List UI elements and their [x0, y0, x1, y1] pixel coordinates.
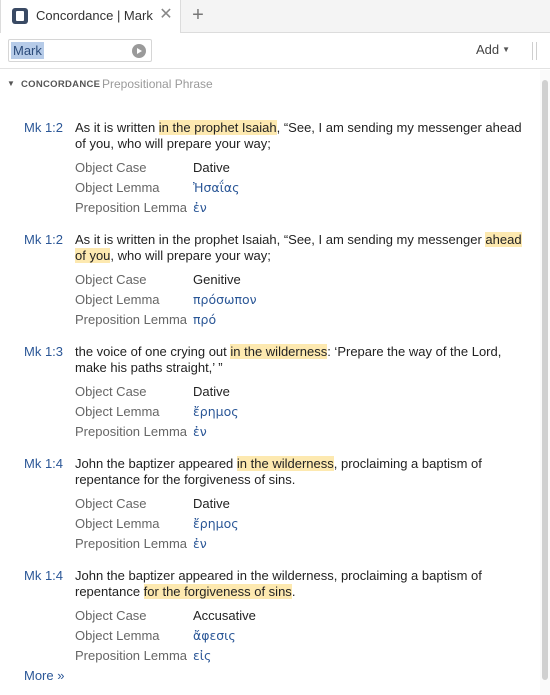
object-lemma-label: Object Lemma — [75, 404, 160, 419]
object-case-row — [75, 608, 515, 626]
add-button[interactable] — [476, 42, 510, 57]
object-case-row — [75, 160, 515, 178]
object-case-label: Object Case — [75, 496, 147, 511]
preposition-lemma-label: Preposition Lemma — [75, 536, 187, 551]
passage-text-after: , “See, I am sending my messenger ahead of you, who will prepare your way; — [75, 120, 522, 151]
passage-text-after: , proclaiming a baptism of repentance for the forgiveness of sins. — [75, 456, 482, 487]
passage-text — [75, 232, 535, 264]
passage-text — [75, 344, 535, 376]
reference-value[interactable]: Mark — [13, 43, 42, 58]
add-button-label: Add — [476, 42, 500, 57]
verse-reference-link[interactable]: Mk 1:4 — [24, 456, 64, 471]
verse-reference-link[interactable]: Mk 1:4 — [24, 568, 64, 583]
section-header[interactable] — [0, 76, 540, 94]
preposition-lemma-value[interactable]: πρό — [193, 312, 217, 327]
preposition-lemma-row — [75, 200, 515, 218]
preposition-lemma-row — [75, 424, 515, 442]
preposition-lemma-label: Preposition Lemma — [75, 648, 187, 663]
book-icon — [12, 8, 28, 24]
close-icon[interactable]: ✕ — [159, 6, 173, 23]
tab-bar — [0, 0, 550, 33]
preposition-lemma-row — [75, 536, 515, 554]
object-case-row — [75, 272, 515, 290]
preposition-lemma-value[interactable]: ἐν — [193, 536, 207, 551]
preposition-lemma-label: Preposition Lemma — [75, 424, 187, 439]
object-case-label: Object Case — [75, 608, 147, 623]
object-case-value: Dative — [193, 496, 230, 511]
object-lemma-row — [75, 292, 515, 310]
preposition-lemma-label: Preposition Lemma — [75, 200, 187, 215]
passage-highlight: in the wilderness — [230, 344, 328, 359]
preposition-lemma-value[interactable]: ἐν — [193, 424, 207, 439]
object-lemma-label: Object Lemma — [75, 292, 160, 307]
object-lemma-label: Object Lemma — [75, 516, 160, 531]
object-case-row — [75, 384, 515, 402]
object-lemma-label: Object Lemma — [75, 628, 160, 643]
object-lemma-value[interactable]: πρόσωπον — [193, 292, 257, 307]
passage-text-before: As it is written in the prophet Isaiah, “See, I am sending my messenger — [75, 232, 486, 247]
passage-text-after: , who will prepare your way; — [110, 248, 271, 263]
verse-reference-link[interactable]: Mk 1:2 — [24, 120, 64, 135]
chevron-down-icon: ▼ — [502, 45, 511, 54]
more-link[interactable]: More » — [24, 668, 65, 683]
passage-text-before: the voice of one crying out — [75, 344, 231, 359]
passage-text — [75, 568, 535, 600]
object-case-label: Object Case — [75, 272, 147, 287]
preposition-lemma-row — [75, 312, 515, 330]
verse-reference-link[interactable]: Mk 1:2 — [24, 232, 64, 247]
object-case-row — [75, 496, 515, 514]
add-tab-icon[interactable]: + — [192, 4, 204, 26]
passage-text-before: John the baptizer appeared in the wilderness, proclaiming a baptism of repentance — [75, 568, 482, 599]
section-subtitle: Prepositional Phrase — [102, 77, 213, 91]
tab-title: Concordance | Mark — [36, 8, 153, 23]
object-lemma-label: Object Lemma — [75, 180, 160, 195]
object-lemma-value[interactable]: ἔρημος — [193, 516, 239, 531]
object-case-value: Dative — [193, 160, 230, 175]
passage-text-after: . — [291, 584, 296, 599]
object-case-label: Object Case — [75, 160, 147, 175]
passage-text — [75, 120, 535, 152]
preposition-lemma-label: Preposition Lemma — [75, 312, 187, 327]
passage-highlight: in the wilderness — [236, 456, 334, 471]
tab-concordance[interactable] — [0, 0, 181, 33]
scrollbar[interactable] — [540, 70, 550, 695]
object-case-value: Accusative — [193, 608, 256, 623]
object-lemma-value[interactable]: Ἠσαΐας — [193, 180, 240, 195]
passage-text-before: John the baptizer appeared — [75, 456, 237, 471]
preposition-lemma-row — [75, 648, 515, 666]
passage-highlight: in the prophet Isaiah — [158, 120, 277, 135]
collapse-caret-icon[interactable]: ▼ — [7, 79, 15, 88]
reference-input[interactable] — [8, 39, 152, 62]
preposition-lemma-value[interactable]: ἐν — [193, 200, 207, 215]
go-arrow-icon[interactable] — [132, 44, 146, 58]
object-case-value: Dative — [193, 384, 230, 399]
object-lemma-row — [75, 516, 515, 534]
resize-handle-icon[interactable] — [532, 42, 542, 60]
passage-text-after: : ‘Prepare the way of the Lord, make his paths straight,’ ” — [75, 344, 502, 375]
section-label: CONCORDANCE — [21, 79, 101, 90]
passage-text-before: As it is written — [75, 120, 159, 135]
object-lemma-row — [75, 404, 515, 422]
preposition-lemma-value[interactable]: εἰς — [193, 648, 212, 663]
passage-text — [75, 456, 535, 488]
object-lemma-row — [75, 628, 515, 646]
scrollbar-thumb[interactable] — [542, 80, 548, 680]
verse-reference-link[interactable]: Mk 1:3 — [24, 344, 64, 359]
object-case-label: Object Case — [75, 384, 147, 399]
object-case-value: Genitive — [193, 272, 241, 287]
object-lemma-row — [75, 180, 515, 198]
passage-highlight: ahead of you — [75, 232, 522, 263]
toolbar — [0, 33, 550, 69]
object-lemma-value[interactable]: ἔρημος — [193, 404, 239, 419]
passage-highlight: for the forgiveness of sins — [143, 584, 292, 599]
object-lemma-value[interactable]: ἄφεσις — [193, 628, 236, 643]
